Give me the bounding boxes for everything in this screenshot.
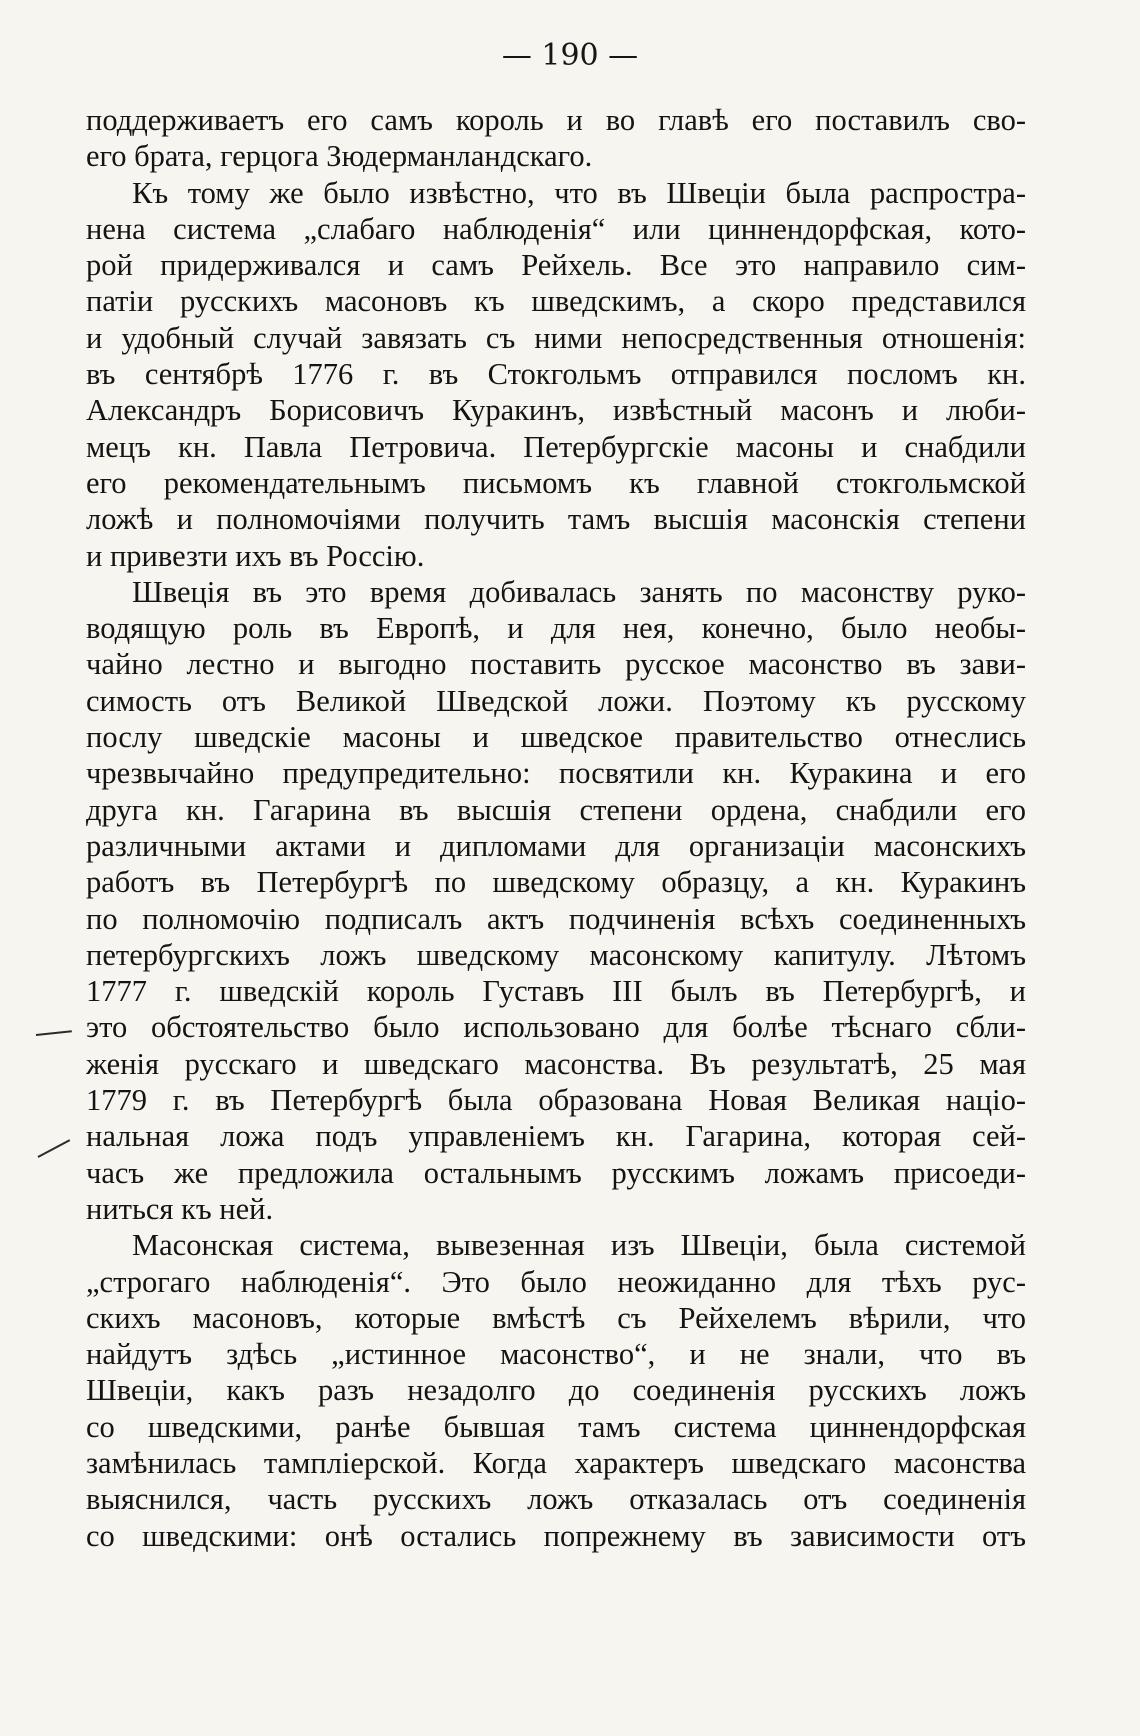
text-line: это обстоятельство было использовано для болѣе тѣснаго сбли- [86, 1010, 1026, 1045]
body-text [86, 102, 1026, 1554]
text-line: выяснился, часть русскихъ ложъ отказалась отъ соединенія [86, 1482, 1026, 1517]
text-line: водящую роль въ Европѣ, и для нея, конечно, было необы- [86, 611, 1026, 646]
text-line: мецъ кн. Павла Петровича. Петербургскіе масоны и снабдили [86, 429, 1026, 464]
margin-pen-dash [36, 1030, 72, 1036]
text-line: петербургскихъ ложъ шведскому масонскому капитулу. Лѣтомъ [86, 937, 1026, 972]
paragraph [86, 102, 1026, 175]
text-line: его брата, герцога Зюдерманландскаго. [86, 139, 593, 174]
text-line: найдутъ здѣсь „истинное масонство“, и не знали, что въ [86, 1337, 1026, 1372]
text-line: „строгаго наблюденія“. Это было неожиданно для тѣхъ рус- [86, 1264, 1026, 1299]
paragraph [86, 1227, 1026, 1554]
text-line: Александръ Борисовичъ Куракинъ, извѣстный масонъ и люби- [86, 393, 1026, 428]
text-line: и привезти ихъ въ Россію. [86, 538, 425, 573]
text-line: со шведскими, ранѣе бывшая тамъ система циннендорфская [86, 1409, 1026, 1444]
text-line: замѣнилась тампліерской. Когда характеръ шведскаго масонства [86, 1445, 1026, 1480]
text-line: женія русскаго и шведскаго масонства. Въ результатѣ, 25 мая [86, 1046, 1026, 1081]
paragraph [86, 574, 1026, 1227]
page-number: — 190 — [501, 38, 639, 73]
text-line: работъ въ Петербургѣ по шведскому образцу, а кн. Куракинъ [86, 865, 1026, 900]
text-line: въ сентябрѣ 1776 г. въ Стокгольмъ отправился посломъ кн. [86, 357, 1026, 392]
text-line: по полномочію подписалъ актъ подчиненія всѣхъ соединенныхъ [86, 901, 1026, 936]
text-line: 1777 г. шведскій король Густавъ III былъ въ Петербургѣ, и [86, 974, 1026, 1009]
text-line: чайно лестно и выгодно поставить русское масонство въ зави- [86, 647, 1026, 682]
text-line: чрезвычайно предупредительно: посвятили кн. Куракина и его [86, 756, 1026, 791]
text-line: Швеціи, какъ разъ незадолго до соединенія русскихъ ложъ [86, 1373, 1026, 1408]
paragraph [86, 175, 1026, 574]
text-line: 1779 г. въ Петербургѣ была образована Новая Великая націо- [86, 1083, 1026, 1118]
text-line: часъ же предложила остальнымъ русскимъ ложамъ присоеди- [86, 1155, 1026, 1190]
text-line: нальная ложа подъ управленіемъ кн. Гагарина, которая сей- [86, 1119, 1026, 1154]
text-line: со шведскими: онѣ остались попрежнему въ зависимости отъ [86, 1518, 1026, 1553]
text-line: послу шведскіе масоны и шведское правительство отнеслись [86, 720, 1026, 755]
text-line: Масонская система, вывезенная изъ Швеціи, была системой [132, 1228, 1026, 1263]
text-line: нена система „слабаго наблюденія“ или циннендорфская, кото- [86, 211, 1026, 246]
margin-pen-tick [38, 1139, 71, 1158]
text-line: друга кн. Гагарина въ высшія степени ордена, снабдили его [86, 792, 1026, 827]
text-line: различными актами и дипломами для организаціи масонскихъ [86, 828, 1026, 863]
text-line: рой придерживался и самъ Рейхель. Все это направило сим- [86, 248, 1026, 283]
text-line: ниться къ ней. [86, 1191, 274, 1226]
text-line: и удобный случай завязать съ ними непосредственныя отношенія: [86, 320, 1026, 355]
text-line: скихъ масоновъ, которые вмѣстѣ съ Рейхелемъ вѣрили, что [86, 1300, 1026, 1335]
text-line: ложѣ и полномочіями получить тамъ высшія масонскія степени [86, 502, 1026, 537]
text-line: патіи русскихъ масоновъ къ шведскимъ, а скоро представился [86, 284, 1026, 319]
text-line: его рекомендательнымъ письмомъ къ главной стокгольмской [86, 465, 1026, 500]
text-line: симость отъ Великой Шведской ложи. Поэтому къ русскому [86, 683, 1026, 718]
text-line: Къ тому же было извѣстно, что въ Швеціи была распростра- [132, 175, 1026, 210]
text-line: Швеція въ это время добивалась занять по масонству руко- [132, 574, 1026, 609]
text-line: поддерживаетъ его самъ король и во главѣ его поставилъ сво- [86, 103, 1026, 137]
